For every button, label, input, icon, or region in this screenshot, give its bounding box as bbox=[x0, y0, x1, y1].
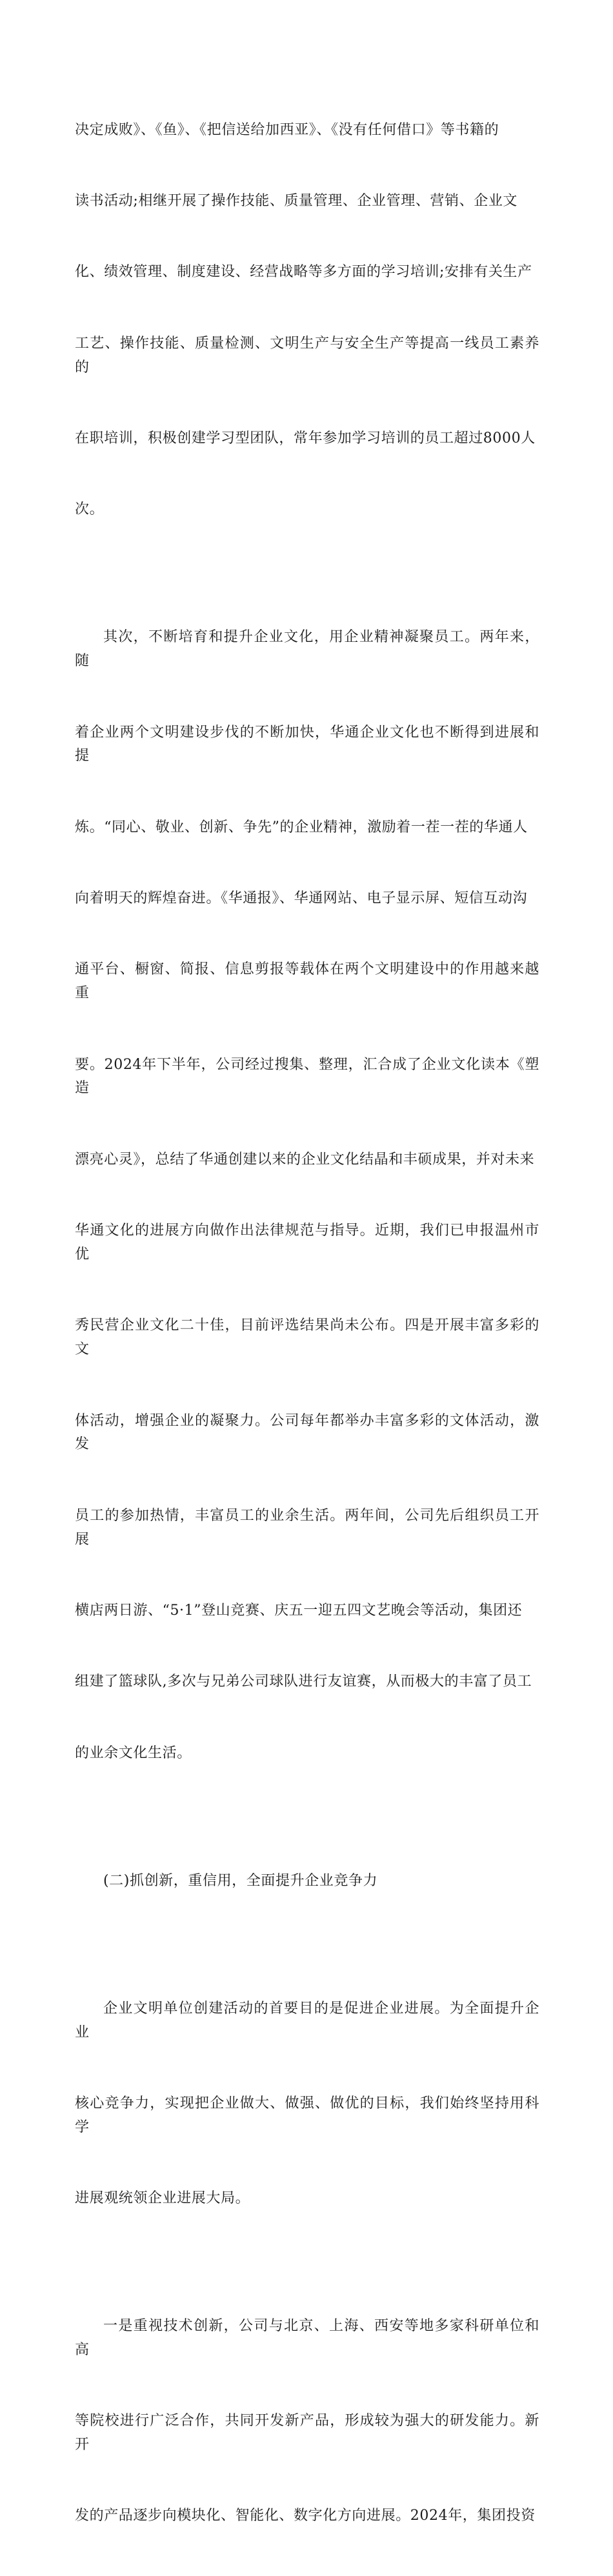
text-line: 在职培训，积极创建学习型团队，常年参加学习培训的员工超过8000人 bbox=[75, 430, 536, 446]
text-line: 着企业两个文明建设步伐的不断加快，华通企业文化也不断得到进展和提 bbox=[75, 724, 539, 764]
document-body bbox=[75, 71, 539, 2576]
section-heading-innovation bbox=[75, 1822, 539, 1941]
text-line: 次。 bbox=[75, 501, 105, 518]
paragraph-technical-innovation bbox=[75, 2268, 539, 2576]
text-line: 工艺、操作技能、质量检测、文明生产与安全生产等提高一线员工素养的 bbox=[75, 335, 539, 375]
text-line: 组建了篮球队,多次与兄弟公司球队进行友谊赛，从而极大的丰富了员工 bbox=[75, 1673, 532, 1690]
text-line: 员工的参加热情，丰富员工的业余生活。两年间，公司先后组织员工开展 bbox=[75, 1507, 539, 1548]
text-line: 其次，不断培育和提升企业文化，用企业精神凝聚员工。两年来，随 bbox=[75, 629, 539, 670]
text-line: 进展观统领企业进展大局。 bbox=[75, 2190, 250, 2207]
text-line: 华通文化的进展方向做作出法律规范与指导。近期，我们已申报温州市优 bbox=[75, 1223, 539, 1263]
text-line: 炼。“同心、敬业、创新、争先”的企业精神，激励着一茬一茬的华通人 bbox=[75, 819, 528, 835]
text-line: 的业余文化生活。 bbox=[75, 1744, 192, 1761]
text-line: 漂亮心灵》，总结了华通创建以来的企业文化结晶和丰硕成果，并对未来 bbox=[75, 1151, 535, 1168]
text-line: 发的产品逐步向模块化、智能化、数字化方向进展。2024年，集团投资 bbox=[75, 2508, 536, 2524]
text-line: 体活动，增强企业的凝聚力。公司每年都举办丰富多彩的文体活动，激发 bbox=[75, 1412, 539, 1453]
text-line: 化、绩效管理、制度建设、经营战略等多方面的学习培训;安排有关生产 bbox=[75, 264, 532, 281]
paragraph-corporate-culture bbox=[75, 579, 539, 1813]
text-line: 一是重视技术创新，公司与北京、上海、西安等地多家科研单位和高 bbox=[75, 2318, 539, 2358]
text-line: 核心竞争力，实现把企业做大、做强、做优的目标，我们始终坚持用科学 bbox=[75, 2095, 539, 2135]
text-line: 企业文明单位创建活动的首要目的是促进企业进展。为全面提升企业 bbox=[75, 2000, 539, 2041]
section-heading: (二)抓创新，重信用，全面提升企业竞争力 bbox=[103, 1872, 378, 1889]
text-line: 横店两日游、“5·1”登山竞赛、庆五一迎五四文艺晚会等活动，集团还 bbox=[75, 1603, 523, 1619]
text-line: 通平台、橱窗、简报、信息剪报等载体在两个文明建设中的作用越来越重 bbox=[75, 961, 539, 1002]
text-line: 读书活动;相继开展了操作技能、质量管理、企业管理、营销、企业文 bbox=[75, 192, 518, 209]
paragraph-reading-training bbox=[75, 71, 539, 570]
text-line: 向着明天的辉煌奋进。《华通报》、华通网站、电子显示屏、短信互动沟 bbox=[75, 890, 528, 907]
text-line: 等院校进行广泛合作，共同开发新产品，形成较为强大的研发能力。新开 bbox=[75, 2413, 539, 2453]
paragraph-development-goal bbox=[75, 1950, 539, 2258]
text-line: 秀民营企业文化二十佳，目前评选结果尚未公布。四是开展丰富多彩的文 bbox=[75, 1317, 539, 1358]
text-line: 决定成败》、《鱼》、《把信送给加西亚》、《没有任何借口》等书籍的 bbox=[75, 121, 499, 138]
text-line: 要。2024年下半年，公司经过搜集、整理，汇合成了企业文化读本《塑造 bbox=[75, 1056, 539, 1097]
